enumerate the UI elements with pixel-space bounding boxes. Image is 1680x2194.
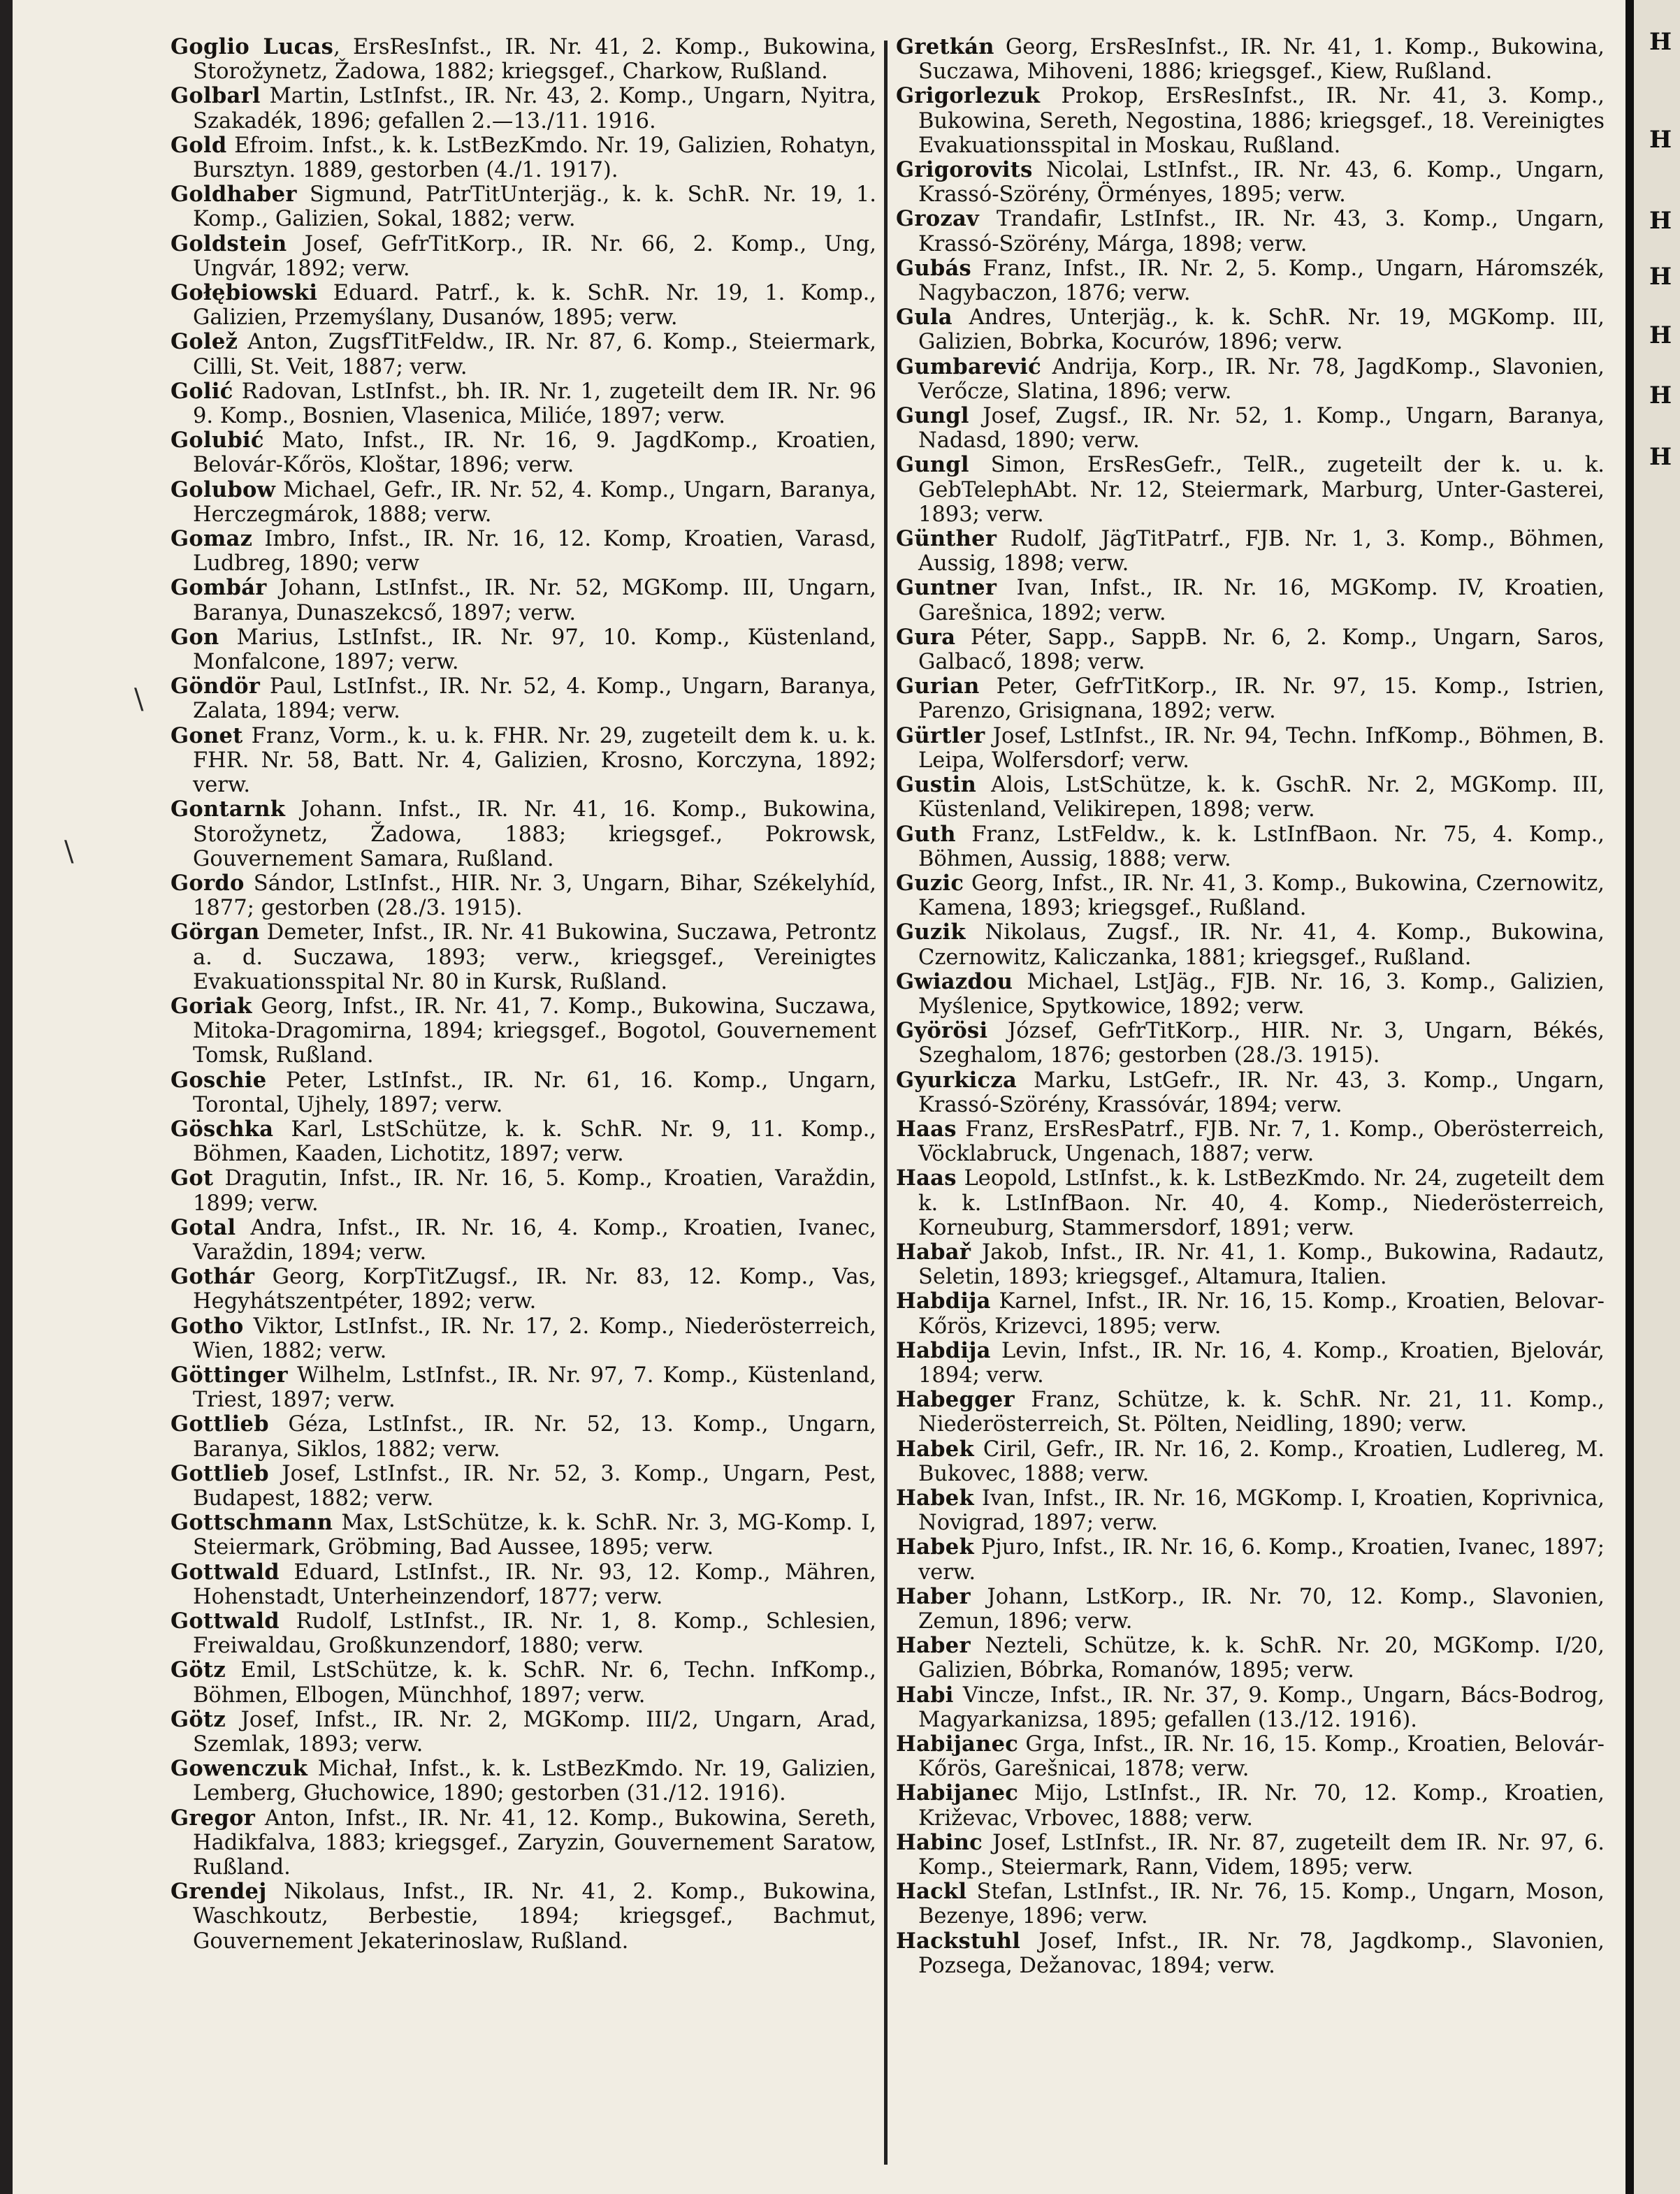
- entry-surname: Golubić: [171, 428, 264, 453]
- entry-details: Nezteli, Schütze, k. k. SchR. Nr. 20, MGKomp. I/20, Galizien, Bóbrka, Romanów, 1895; verw.: [918, 1634, 1605, 1683]
- register-entry: [896, 1388, 1605, 1437]
- entry-surname: Göndör: [171, 674, 261, 699]
- register-entry: [171, 478, 876, 527]
- entry-details: Sándor, LstInfst., HIR. Nr. 3, Ungarn, Bihar, Székelyhíd, 1877; gestorben (28./3. 1915).: [193, 871, 876, 921]
- side-letter: H: [1649, 126, 1672, 154]
- register-entry: [896, 1732, 1605, 1781]
- entry-surname: Gyurkicza: [896, 1067, 1018, 1093]
- entry-surname: Gustin: [896, 772, 977, 798]
- entry-details: Emil, LstSchütze, k. k. SchR. Nr. 6, Techn. InfKomp., Böhmen, Elbogen, Münchhof, 1897; verw.: [193, 1658, 876, 1708]
- entry-details: Marius, LstInfst., IR. Nr. 97, 10. Komp., Küstenland, Monfalcone, 1897; verw.: [193, 625, 876, 675]
- entry-details: Josef, Zugsf., IR. Nr. 52, 1. Komp., Ungarn, Baranya, Nadasd, 1890; verw.: [918, 404, 1605, 453]
- register-entry: [896, 1634, 1605, 1683]
- entry-details: Géza, LstInfst., IR. Nr. 52, 13. Komp., Ungarn, Baranya, Siklos, 1882; verw.: [193, 1412, 876, 1462]
- entry-surname: Goglio Lucas: [171, 34, 334, 59]
- register-entry: [171, 1216, 876, 1265]
- entry-surname: Gordo: [171, 870, 245, 896]
- entry-details: Grga, Infst., IR. Nr. 16, 15. Komp., Kroatien, Belovár-Kőrös, Garešnicai, 1878; verw.: [918, 1732, 1605, 1782]
- entry-surname: Götz: [171, 1657, 226, 1683]
- entry-surname: Gungl: [896, 403, 969, 429]
- entry-surname: Gubás: [896, 255, 971, 281]
- entry-surname: Habi: [896, 1682, 954, 1708]
- entry-surname: Gurian: [896, 674, 980, 699]
- entry-details: Vincze, Infst., IR. Nr. 37, 9. Komp., Ungarn, Bács-Bodrog, Magyarkanizsa, 1895; gefallen (13./12. 1916).: [918, 1683, 1605, 1732]
- entry-details: Trandafir, LstInfst., IR. Nr. 43, 3. Komp., Ungarn, Krassó-Szörény, Márga, 1898; verw.: [918, 207, 1605, 256]
- register-entry: [171, 1708, 876, 1757]
- entry-surname: Goldstein: [171, 231, 287, 256]
- entry-surname: Habinc: [896, 1829, 983, 1855]
- entry-details: Anton, ZugsfTitFeldw., IR. Nr. 87, 6. Komp., Steiermark, Cilli, St. Veit, 1887; verw.: [193, 330, 876, 379]
- register-entry: [896, 1437, 1605, 1486]
- register-entry: [171, 1560, 876, 1609]
- register-entry: [896, 527, 1605, 576]
- entry-details: Josef, GefrTitKorp., IR. Nr. 66, 2. Komp., Ung, Ungvár, 1892; verw.: [193, 231, 876, 281]
- register-entry: [171, 379, 876, 428]
- entry-surname: Göttinger: [171, 1362, 288, 1388]
- entry-surname: Habijanec: [896, 1780, 1019, 1806]
- entry-surname: Gottwald: [171, 1608, 280, 1634]
- entry-details: Mato, Infst., IR. Nr. 16, 9. JagdKomp., Kroatien, Belovár-Kőrös, Kloštar, 1896; verw.: [193, 428, 876, 478]
- entry-surname: Got: [171, 1165, 214, 1191]
- side-letter: H: [1649, 28, 1672, 56]
- entry-surname: Gon: [171, 624, 219, 650]
- entry-details: Paul, LstInfst., IR. Nr. 52, 4. Komp., Ungarn, Baranya, Zalata, 1894; verw.: [193, 674, 876, 724]
- entry-surname: Guzik: [896, 920, 966, 945]
- register-entry: [171, 1658, 876, 1707]
- register-entry: [896, 305, 1605, 354]
- entry-surname: Gomaz: [171, 526, 253, 552]
- register-entry: [171, 1806, 876, 1880]
- column-divider: [884, 41, 888, 2165]
- entry-details: Eduard. Patrf., k. k. SchR. Nr. 19, 1. Komp., Galizien, Przemyślany, Dusanów, 1895; verw.: [193, 281, 876, 330]
- entry-surname: Grendej: [171, 1879, 267, 1905]
- register-entry: [896, 970, 1605, 1019]
- entry-surname: Gungl: [896, 452, 969, 478]
- entry-details: Georg, Infst., IR. Nr. 41, 7. Komp., Bukowina, Suczawa, Mitoka-Dragomirna, 1894; kriegsgef., Bogotol, Gouvernement Tomsk, Rußland.: [193, 994, 876, 1068]
- entry-details: Karl, LstSchütze, k. k. SchR. Nr. 9, 11. Komp., Böhmen, Kaaden, Lichotitz, 1897; verw.: [193, 1117, 876, 1167]
- register-entry: [171, 724, 876, 798]
- entry-surname: Gottlieb: [171, 1460, 269, 1486]
- register-entry: [171, 1462, 876, 1511]
- entry-surname: Goriak: [171, 993, 252, 1019]
- entry-surname: Gottlieb: [171, 1411, 269, 1437]
- right-column: [896, 35, 1605, 1978]
- register-entry: [171, 625, 876, 674]
- register-entry: [896, 1880, 1605, 1928]
- entry-surname: Gula: [896, 305, 953, 330]
- entry-details: Nikolaus, Infst., IR. Nr. 41, 2. Komp., Bukowina, Waschkoutz, Berbestie, 1894; kriegsgef., Bachmut, Gouvernement Jekaterinoslaw, Rußland.: [193, 1880, 876, 1954]
- register-entry: [896, 355, 1605, 404]
- entry-details: Johann, LstInfst., IR. Nr. 52, MGKomp. III, Ungarn, Baranya, Dunaszekcső, 1897; verw.: [193, 576, 876, 625]
- side-letter: H: [1649, 207, 1672, 235]
- register-entry: [896, 158, 1605, 207]
- entry-details: Viktor, LstInfst., IR. Nr. 17, 2. Komp., Niederösterreich, Wien, 1882; verw.: [193, 1314, 876, 1363]
- entry-surname: Goschie: [171, 1067, 267, 1093]
- side-letter: H: [1649, 443, 1672, 471]
- register-entry: [171, 1609, 876, 1658]
- entry-details: Anton, Infst., IR. Nr. 41, 12. Komp., Bukowina, Sereth, Hadikfalva, 1883; kriegsgef., Zaryzin, Gouvernement Saratow, Rußland.: [193, 1806, 876, 1880]
- entry-surname: Habdija: [896, 1288, 991, 1314]
- register-entry: [171, 1412, 876, 1461]
- register-entry: [171, 428, 876, 477]
- register-entry: [171, 281, 876, 330]
- entry-details: Prokop, ErsResInfst., IR. Nr. 41, 3. Komp., Bukowina, Sereth, Negostina, 1886; kriegsgef., 18. Vereinigtes Evakuationsspital in Moskau, Rußland.: [918, 84, 1605, 158]
- entry-surname: Götz: [171, 1706, 226, 1732]
- entry-surname: Guth: [896, 821, 956, 847]
- register-entry: [896, 1166, 1605, 1240]
- register-entry: [171, 871, 876, 920]
- register-entry: [171, 1166, 876, 1215]
- register-entry: [896, 1781, 1605, 1830]
- register-entry: [171, 576, 876, 625]
- entry-surname: Grozav: [896, 206, 980, 232]
- entry-details: Ivan, Infst., IR. Nr. 16, MGKomp. IV, Kroatien, Garešnica, 1892; verw.: [918, 576, 1605, 625]
- entry-details: Martin, LstInfst., IR. Nr. 43, 2. Komp., Ungarn, Nyitra, Szakadék, 1896; gefallen 2.—13./11. 1916.: [193, 84, 876, 133]
- register-entry: [171, 1511, 876, 1560]
- entry-details: Nicolai, LstInfst., IR. Nr. 43, 6. Komp., Ungarn, Krassó-Szörény, Örményes, 1895; verw.: [918, 158, 1605, 208]
- entry-details: Rudolf, LstInfst., IR. Nr. 1, 8. Komp., Schlesien, Freiwaldau, Großkunzendorf, 1880; verw.: [193, 1609, 876, 1659]
- entry-surname: Habdija: [896, 1337, 991, 1363]
- register-entry: [896, 674, 1605, 723]
- entry-surname: Gumbarević: [896, 354, 1041, 379]
- entry-details: Alois, LstSchütze, k. k. GschR. Nr. 2, MGKomp. III, Küstenland, Velikirepen, 1898; verw.: [918, 773, 1605, 822]
- entry-surname: Gold: [171, 132, 227, 158]
- entry-surname: Gürtler: [896, 722, 985, 748]
- entry-surname: Habek: [896, 1485, 974, 1511]
- register-entry: [896, 84, 1605, 158]
- register-entry: [171, 232, 876, 281]
- register-entry: [171, 133, 876, 182]
- register-entry: [171, 920, 876, 994]
- entry-surname: Görgan: [171, 920, 260, 945]
- register-entry: [171, 1265, 876, 1314]
- entry-surname: Gothár: [171, 1264, 255, 1290]
- register-entry: [171, 1117, 876, 1166]
- register-entry: [896, 1339, 1605, 1388]
- entry-surname: Habek: [896, 1534, 974, 1560]
- register-entry: [896, 256, 1605, 305]
- register-entry: [171, 1757, 876, 1806]
- entry-surname: Gołębiowski: [171, 280, 318, 306]
- entry-details: Peter, GefrTitKorp., IR. Nr. 97, 15. Komp., Istrien, Parenzo, Grisignana, 1892; verw.: [918, 674, 1605, 724]
- entry-surname: Haas: [896, 1116, 957, 1142]
- entry-surname: Hackstuhl: [896, 1928, 1021, 1954]
- entry-details: Georg, ErsResInfst., IR. Nr. 41, 1. Komp., Bukowina, Suczawa, Mihoveni, 1886; kriegsgef., Kiew, Rußland.: [918, 35, 1605, 85]
- entry-details: Michael, LstJäg., FJB. Nr. 16, 3. Komp., Galizien, Myślenice, Spytkowice, 1892; verw.: [918, 969, 1605, 1019]
- register-entry: [896, 920, 1605, 969]
- register-entry: [896, 207, 1605, 256]
- entry-surname: Gotho: [171, 1313, 244, 1339]
- register-entry: [171, 527, 876, 576]
- entry-details: Franz, Schütze, k. k. SchR. Nr. 21, 11. Komp., Niederösterreich, St. Pölten, Neidling, 1890; verw.: [918, 1388, 1605, 1437]
- entry-details: Wilhelm, LstInfst., IR. Nr. 97, 7. Komp., Küstenland, Triest, 1897; verw.: [193, 1363, 876, 1413]
- entry-surname: Gottwald: [171, 1559, 280, 1585]
- register-entry: [896, 1240, 1605, 1289]
- entry-surname: Gura: [896, 624, 956, 650]
- register-entry: [896, 1831, 1605, 1880]
- register-entry: [896, 453, 1605, 527]
- entry-details: Ivan, Infst., IR. Nr. 16, MGKomp. I, Kroatien, Koprivnica, Novigrad, 1897; verw.: [918, 1485, 1605, 1536]
- left-column: [171, 35, 876, 1954]
- adjacent-page-strip: [1625, 0, 1680, 2194]
- entry-details: Efroim. Infst., k. k. LstBezKmdo. Nr. 19, Galizien, Rohatyn, Bursztyn. 1889, gestorben (4./1. 1917).: [193, 133, 876, 183]
- entry-details: Mijo, LstInfst., IR. Nr. 70, 12. Komp., Kroatien, Križevac, Vrbovec, 1888; verw.: [918, 1781, 1605, 1831]
- register-entry: [171, 1363, 876, 1412]
- register-entry: [171, 182, 876, 231]
- entry-details: Rudolf, JägTitPatrf., FJB. Nr. 1, 3. Komp., Böhmen, Aussig, 1898; verw.: [918, 527, 1605, 576]
- entry-surname: Haas: [896, 1165, 957, 1191]
- register-entry: [171, 674, 876, 723]
- entry-surname: Györösi: [896, 1018, 988, 1044]
- register-entry: [896, 822, 1605, 871]
- entry-details: Michał, Infst., k. k. LstBezKmdo. Nr. 19, Galizien, Lemberg, Głuchowice, 1890; gestorben (31./12. 1916).: [193, 1757, 876, 1806]
- entry-surname: Hackl: [896, 1879, 967, 1905]
- entry-details: Johann. Infst., IR. Nr. 41, 16. Komp., Bukowina, Storožynetz, Žadowa, 1883; kriegsgef., Pokrowsk, Gouvernement Samara, Rußland.: [193, 797, 876, 871]
- entry-details: Levin, Infst., IR. Nr. 16, 4. Komp., Kroatien, Bjelovár, 1894; verw.: [918, 1338, 1605, 1388]
- register-entry: [896, 871, 1605, 920]
- register-entry: [896, 1929, 1605, 1978]
- entry-surname: Gwiazdou: [896, 968, 1013, 994]
- register-entry: [896, 773, 1605, 822]
- entry-surname: Haber: [896, 1583, 971, 1609]
- entry-details: Max, LstSchütze, k. k. SchR. Nr. 3, MG-Komp. I, Steiermark, Gröbming, Bad Aussee, 1895; verw.: [193, 1511, 876, 1560]
- entry-details: Franz, Vorm., k. u. k. FHR. Nr. 29, zugeteilt dem k. u. k. FHR. Nr. 58, Batt. Nr. 4, Galizien, Krosno, Korczyna, 1892; verw.: [193, 723, 876, 798]
- entry-surname: Habař: [896, 1239, 971, 1265]
- entry-details: Josef, LstInfst., IR. Nr. 94, Techn. InfKomp., Böhmen, B. Leipa, Wolfersdorf; verw.: [918, 723, 1605, 773]
- register-entry: [896, 1486, 1605, 1535]
- register-entry: [896, 35, 1605, 84]
- entry-surname: Guntner: [896, 575, 997, 601]
- entry-surname: Gombár: [171, 575, 267, 601]
- entry-surname: Golež: [171, 329, 238, 355]
- side-letter: H: [1649, 382, 1672, 409]
- register-entry: [171, 994, 876, 1068]
- entry-details: Marku, LstGefr., IR. Nr. 43, 3. Komp., Ungarn, Krassó-Szörény, Krassóvár, 1894; verw.: [918, 1068, 1605, 1117]
- entry-surname: Guzic: [896, 870, 964, 896]
- entry-details: Franz, LstFeldw., k. k. LstInfBaon. Nr. 75, 4. Komp., Böhmen, Aussig, 1888; verw.: [918, 822, 1605, 871]
- entry-details: Andres, Unterjäg., k. k. SchR. Nr. 19, MGKomp. III, Galizien, Bobrka, Kocurów, 1896; verw.: [918, 305, 1605, 355]
- entry-details: Péter, Sapp., SappB. Nr. 6, 2. Komp., Ungarn, Saros, Galbacő, 1898; verw.: [918, 625, 1605, 675]
- entry-details: Josef, Infst., IR. Nr. 78, Jagdkomp., Slavonien, Pozsega, Dežanovac, 1894; verw.: [918, 1928, 1605, 1978]
- entry-details: Andrija, Korp., IR. Nr. 78, JagdKomp., Slavonien, Verőcze, Slatina, 1896; verw.: [918, 354, 1605, 404]
- entry-details: Nikolaus, Zugsf., IR. Nr. 41, 4. Komp., Bukowina, Czernowitz, Kaliczanka, 1881; kriegsgef., Rußland.: [918, 920, 1605, 970]
- scan-left-edge: [0, 0, 13, 2194]
- entry-details: Stefan, LstInfst., IR. Nr. 76, 15. Komp., Ungarn, Moson, Bezenye, 1896; verw.: [918, 1880, 1605, 1929]
- entry-details: Franz, ErsResPatrf., FJB. Nr. 7, 1. Komp., Oberösterreich, Vöcklabruck, Ungenach, 1887; verw.: [918, 1117, 1605, 1167]
- entry-details: Josef, LstInfst., IR. Nr. 52, 3. Komp., Ungarn, Pest, Budapest, 1882; verw.: [193, 1461, 876, 1511]
- entry-details: Simon, ErsResGefr., TelR., zugeteilt der k. u. k. GebTelephAbt. Nr. 12, Steiermark, Marburg, Unter-Gasterei, 1893; verw.: [918, 453, 1605, 527]
- register-entry: [171, 84, 876, 133]
- entry-details: Josef, Infst., IR. Nr. 2, MGKomp. III/2, Ungarn, Arad, Szemlak, 1893; verw.: [193, 1707, 876, 1757]
- entry-surname: Gregor: [171, 1805, 256, 1831]
- entry-details: Radovan, LstInfst., bh. IR. Nr. 1, zugeteilt dem IR. Nr. 96 9. Komp., Bosnien, Vlasenica, Miliće, 1897; verw.: [193, 379, 876, 429]
- entry-details: Leopold, LstInfst., k. k. LstBezKmdo. Nr. 24, zugeteilt dem k. k. LstInfBaon. Nr. 40, 4. Komp., Niederösterreich, Korneuburg, Stammersdorf, 1891; verw.: [918, 1166, 1605, 1240]
- side-letter: H: [1649, 321, 1672, 349]
- entry-details: Eduard, LstInfst., IR. Nr. 93, 12. Komp., Mähren, Hohenstadt, Unterheinzendorf, 1877; verw.: [193, 1560, 876, 1609]
- entry-surname: Habek: [896, 1436, 974, 1462]
- register-entry: [896, 724, 1605, 773]
- entry-details: Josef, LstInfst., IR. Nr. 87, zugeteilt dem IR. Nr. 97, 6. Komp., Steiermark, Rann, Videm, 1895; verw.: [918, 1830, 1605, 1880]
- register-entry: [896, 1535, 1605, 1584]
- register-entry: [896, 1117, 1605, 1166]
- register-entry: [896, 1683, 1605, 1732]
- entry-surname: Golić: [171, 378, 233, 404]
- entry-surname: Gotal: [171, 1214, 236, 1240]
- entry-details: Johann, LstKorp., IR. Nr. 70, 12. Komp., Slavonien, Zemun, 1896; verw.: [918, 1584, 1605, 1634]
- entry-details: József, GefrTitKorp., HIR. Nr. 3, Ungarn, Békés, Szeghalom, 1876; gestorben (28./3. 1915).: [918, 1019, 1605, 1068]
- entry-details: Georg, KorpTitZugsf., IR. Nr. 83, 12. Komp., Vas, Hegyhátszentpéter, 1892; verw.: [193, 1265, 876, 1314]
- entry-surname: Habegger: [896, 1387, 1015, 1413]
- entry-surname: Gontarnk: [171, 797, 286, 822]
- entry-surname: Golbarl: [171, 83, 261, 109]
- entry-details: Pjuro, Infst., IR. Nr. 16, 6. Komp., Kroatien, Ivanec, 1897; verw.: [918, 1535, 1605, 1585]
- entry-surname: Gottschmann: [171, 1510, 333, 1536]
- bleed-mark: \: [64, 836, 74, 868]
- entry-surname: Grigorovits: [896, 157, 1033, 183]
- register-entry: [171, 1880, 876, 1954]
- bleed-mark: \: [134, 683, 144, 715]
- register-entry: [171, 1314, 876, 1363]
- entry-details: Peter, LstInfst., IR. Nr. 61, 16. Komp., Ungarn, Torontal, Ujhely, 1897; verw.: [193, 1068, 876, 1117]
- entry-details: , ErsResInfst., IR. Nr. 41, 2. Komp., Bukowina, Storožynetz, Žadowa, 1882; kriegsgef., Charkow, Rußland.: [193, 35, 876, 85]
- entry-surname: Gretkán: [896, 34, 994, 59]
- entry-surname: Gonet: [171, 722, 243, 748]
- entry-surname: Haber: [896, 1633, 971, 1659]
- register-entry: [896, 625, 1605, 674]
- entry-details: Karnel, Infst., IR. Nr. 16, 15. Komp., Kroatien, Belovar-Kőrös, Krizevci, 1895; verw.: [918, 1289, 1605, 1339]
- register-entry: [896, 1289, 1605, 1338]
- entry-details: Michael, Gefr., IR. Nr. 52, 4. Komp., Ungarn, Baranya, Herczegmárok, 1888; verw.: [193, 477, 876, 527]
- register-entry: [171, 330, 876, 379]
- entry-details: Dragutin, Infst., IR. Nr. 16, 5. Komp., Kroatien, Varaždin, 1899; verw.: [193, 1166, 876, 1216]
- entry-surname: Günther: [896, 526, 997, 552]
- register-entry: [896, 404, 1605, 453]
- entry-details: Jakob, Infst., IR. Nr. 41, 1. Komp., Bukowina, Radautz, Seletin, 1893; kriegsgef., Altamura, Italien.: [918, 1240, 1605, 1290]
- entry-details: Imbro, Infst., IR. Nr. 16, 12. Komp, Kroatien, Varasd, Ludbreg, 1890; verw: [193, 527, 876, 576]
- register-entry: [171, 797, 876, 871]
- entry-details: Demeter, Infst., IR. Nr. 41 Bukowina, Suczawa, Petrontz a. d. Suczawa, 1893; verw., kriegsgef., Vereinigtes Evakuationsspital Nr. 80 in Kursk, Rußland.: [193, 920, 876, 994]
- entry-details: Andra, Infst., IR. Nr. 16, 4. Komp., Kroatien, Ivanec, Varaždin, 1894; verw.: [193, 1215, 876, 1265]
- entry-surname: Grigorlezuk: [896, 83, 1041, 109]
- entry-surname: Golubow: [171, 477, 276, 502]
- entry-details: Sigmund, PatrTitUnterjäg., k. k. SchR. Nr. 19, 1. Komp., Galizien, Sokal, 1882; verw.: [193, 182, 876, 232]
- register-entry: [896, 1019, 1605, 1068]
- entry-details: Franz, Infst., IR. Nr. 2, 5. Komp., Ungarn, Háromszék, Nagybaczon, 1876; verw.: [918, 256, 1605, 306]
- side-letter: H: [1649, 263, 1672, 291]
- register-entry: [171, 1068, 876, 1117]
- entry-details: Ciril, Gefr., IR. Nr. 16, 2. Komp., Kroatien, Ludlereg, M. Bukovec, 1888; verw.: [918, 1437, 1605, 1486]
- entry-surname: Habijanec: [896, 1731, 1019, 1757]
- entry-surname: Gowenczuk: [171, 1756, 308, 1782]
- register-entry: [896, 1068, 1605, 1117]
- entry-surname: Göschka: [171, 1116, 274, 1142]
- register-entry: [896, 576, 1605, 625]
- entry-surname: Goldhaber: [171, 182, 297, 208]
- register-entry: [896, 1585, 1605, 1634]
- register-entry: [171, 35, 876, 84]
- entry-details: Georg, Infst., IR. Nr. 41, 3. Komp., Bukowina, Czernowitz, Kamena, 1893; kriegsgef., Rußland.: [918, 871, 1605, 921]
